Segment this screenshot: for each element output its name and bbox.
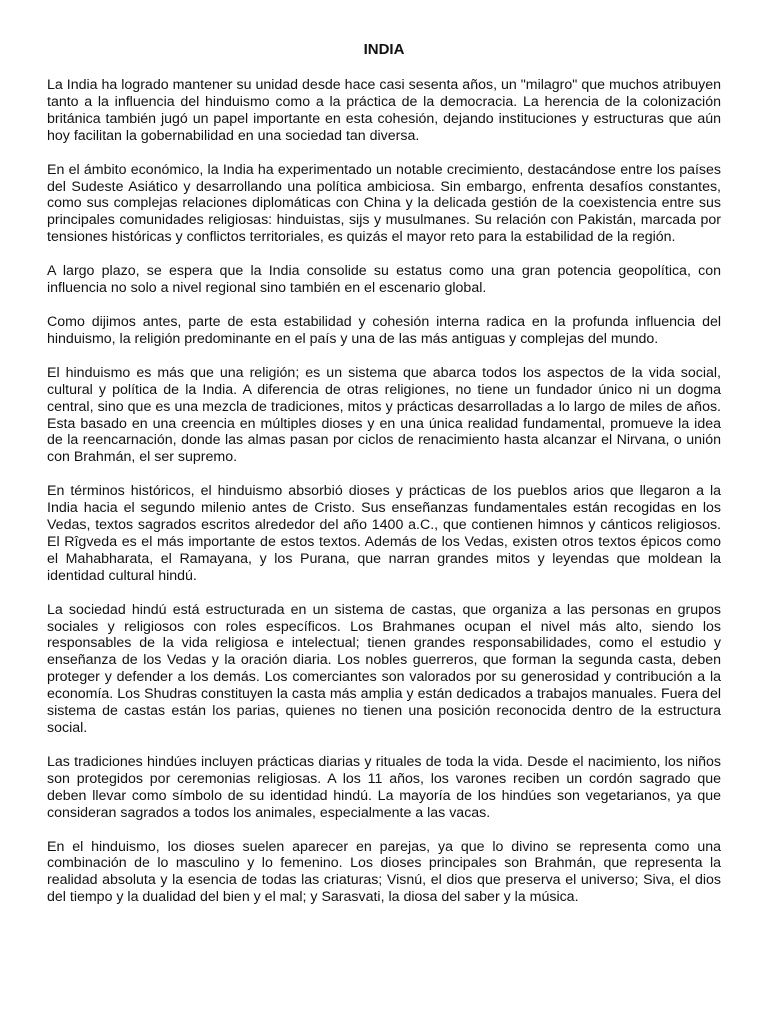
paragraph-1: La India ha logrado mantener su unidad desde hace casi sesenta años, un "milagro" que muchos atribuyen tanto a la influencia del hinduismo como a la práctica de la democracia. La herencia de la colonización británica también jugó un papel importante en esta cohesión, dejando instituciones y estructuras que aún hoy facilitan la gobernabilidad en una sociedad tan diversa. — [47, 77, 721, 144]
paragraph-9: En el hinduismo, los dioses suelen aparecer en parejas, ya que lo divino se representa como una combinación de lo masculino y lo femenino. Los dioses principales son Brahmán, que representa la realidad absoluta y la esencia de todas las criaturas; Visnú, el dios que preserva el universo; Siva, el dios del tiempo y la dualidad del bien y el mal; y Sarasvati, la diosa del saber y la música. — [47, 838, 721, 906]
document-page — [47, 40, 721, 923]
paragraph-4: Como dijimos antes, parte de esta estabilidad y cohesión interna radica en la profunda influencia del hinduismo, la religión predominante en el país y una de las más antiguas y complejas del mundo. — [47, 313, 721, 347]
paragraph-2: En el ámbito económico, la India ha experimentado un notable crecimiento, destacándose entre los países del Sudeste Asiático y desarrollando una política ambiciosa. Sin embargo, enfrenta desafíos constantes, como sus complejas relaciones diplomáticas con China y la delicada gestión de la coexistencia entre sus principales comunidades religiosas: hinduistas, sijs y musulmanes. Su relación con Pakistán, marcada por tensiones históricas y conflictos territoriales, es quizás el mayor reto para la estabilidad de la región. — [47, 161, 721, 246]
document-title: INDIA — [363, 41, 405, 58]
paragraph-6: En términos históricos, el hinduismo absorbió dioses y prácticas de los pueblos arios que llegaron a la India hacia el segundo milenio antes de Cristo. Sus enseñanzas fundamentales están recogidas en los Vedas, textos sagrados escritos alrededor del año 1400 a.C., que contienen himnos y cánticos religiosos. El Rîgveda es el más importante de estos textos. Además de los Vedas, existen otros textos épicos como el Mahabharata, el Ramayana, y los Purana, que narran grandes mitos y leyendas que moldean la identidad cultural hindú. — [47, 483, 721, 584]
paragraph-3: A largo plazo, se espera que la India consolide su estatus como una gran potencia geopolítica, con influencia no solo a nivel regional sino también en el escenario global. — [47, 263, 721, 297]
paragraph-7: La sociedad hindú está estructurada en un sistema de castas, que organiza a las personas en grupos sociales y religiosos con roles específicos. Los Brahmanes ocupan el nivel más alto, siendo los responsables de la vida religiosa e intelectual; tienen grandes responsabilidades, como el estudio y enseñanza de los Vedas y la oración diaria. Los nobles guerreros, que forman la segunda casta, deben proteger y defender a los demás. Los comerciantes son valorados por su generosidad y contribución a la economía. Los Shudras constituyen la casta más amplia y están dedicados a trabajos manuales. Fuera del sistema de castas están los parias, quienes no tienen una posición reconocida dentro de la estructura social. — [47, 601, 721, 736]
paragraph-5: El hinduismo es más que una religión; es un sistema que abarca todos los aspectos de la vida social, cultural y política de la India. A diferencia de otras religiones, no tiene un fundador único ni un dogma central, sino que es una mezcla de tradiciones, mitos y prácticas desarrolladas a lo largo de miles de años. Esta basado en una creencia en múltiples dioses y en una única realidad fundamental, promueve la idea de la reencarnación, donde las almas pasan por ciclos de renacimiento hasta alcanzar el Nirvana, o unión con Brahmán, el ser supremo. — [47, 364, 721, 466]
paragraph-8: Las tradiciones hindúes incluyen prácticas diarias y rituales de toda la vida. Desde el nacimiento, los niños son protegidos por ceremonias religiosas. A los 11 años, los varones reciben un cordón sagrado que deben llevar como símbolo de su identidad hindú. La mayoría de los hindúes son vegetarianos, ya que consideran sagrados a todos los animales, especialmente a las vacas. — [47, 753, 721, 821]
